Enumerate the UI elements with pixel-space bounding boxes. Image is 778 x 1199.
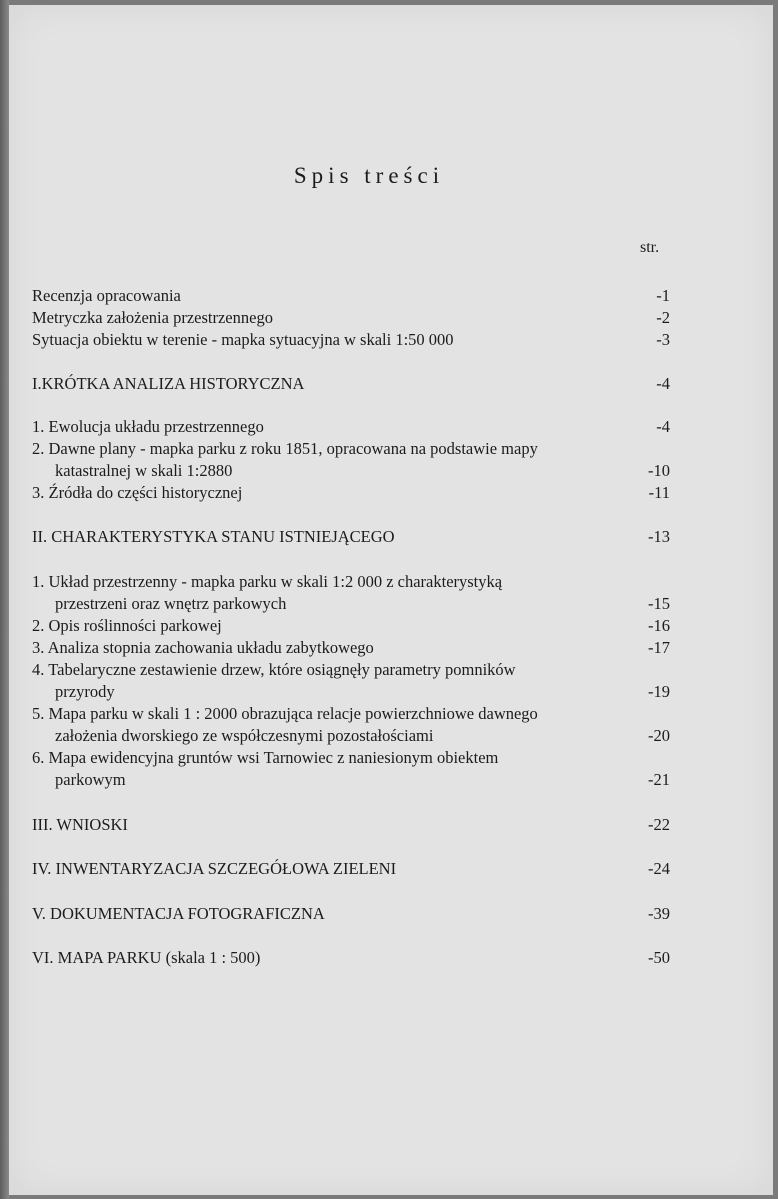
toc-section-heading — [32, 858, 670, 880]
toc-entry — [32, 307, 670, 329]
toc-entry-page: -39 — [648, 904, 670, 923]
toc-entry-page: -22 — [648, 815, 670, 834]
toc-entry — [32, 329, 670, 351]
toc-entry-page: -3 — [656, 330, 670, 349]
toc-section-heading — [32, 947, 670, 969]
toc-entry-text: 4. Tabelaryczne zestawienie drzew, które osiągnęły parametry pomników — [32, 660, 516, 679]
toc-entry-text: Metryczka założenia przestrzennego — [32, 308, 273, 327]
toc-entry-text: 3. Analiza stopnia zachowania układu zabytkowego — [32, 638, 374, 657]
toc-section-heading — [32, 903, 670, 925]
toc-entry-page: -17 — [648, 638, 670, 657]
toc-section-heading — [32, 373, 670, 395]
scan-edge — [0, 0, 9, 1199]
toc-entry-page: -20 — [648, 726, 670, 745]
toc-entry-continuation — [32, 681, 670, 703]
toc-entry-text: VI. MAPA PARKU (skala 1 : 500) — [32, 948, 261, 967]
toc-entry-text: 5. Mapa parku w skali 1 : 2000 obrazująca relacje powierzchniowe dawnego — [32, 704, 538, 723]
toc-entry-text: 6. Mapa ewidencyjna gruntów wsi Tarnowiec z naniesionym obiektem — [32, 748, 499, 767]
toc-entry-page: -11 — [648, 483, 670, 502]
page-column-label: str. — [640, 239, 660, 256]
toc-entry — [32, 416, 670, 438]
toc-entry-text: 3. Źródła do części historycznej — [32, 483, 243, 502]
toc-entry-text: 1. Ewolucja układu przestrzennego — [32, 417, 264, 436]
toc-entry-page: -1 — [656, 286, 670, 305]
toc-entry — [32, 659, 670, 681]
toc-entry — [32, 482, 670, 504]
toc-entry-page: -10 — [648, 461, 670, 480]
toc-entry-text: przyrody — [55, 682, 115, 701]
toc-entry — [32, 703, 670, 725]
toc-entry-page: -16 — [648, 616, 670, 635]
toc-entry-text: V. DOKUMENTACJA FOTOGRAFICZNA — [32, 904, 325, 923]
toc-entry — [32, 615, 670, 637]
toc-entry-text: założenia dworskiego ze współczesnymi pozostałościami — [55, 726, 434, 745]
toc-entry-page: -15 — [648, 594, 670, 613]
toc-entry-text: III. WNIOSKI — [32, 815, 128, 834]
toc-entry-text: II. CHARAKTERYSTYKA STANU ISTNIEJĄCEGO — [32, 527, 395, 546]
toc-entry-text: Recenzja opracowania — [32, 286, 181, 305]
toc-entry-page: -24 — [648, 859, 670, 878]
toc-entry-continuation — [32, 769, 670, 791]
toc-entry-continuation — [32, 460, 670, 482]
toc-entry — [32, 637, 670, 659]
toc-entry-page: -21 — [648, 770, 670, 789]
toc-entry-page: -13 — [648, 527, 670, 546]
toc-entry-continuation — [32, 593, 670, 615]
page-title: Spis treści — [293, 163, 445, 188]
toc-entry-text: katastralnej w skali 1:2880 — [55, 461, 233, 480]
toc-entry-text: 2. Dawne plany - mapka parku z roku 1851, opracowana na podstawie mapy — [32, 439, 538, 458]
toc-entry-text: 1. Układ przestrzenny - mapka parku w skali 1:2 000 z charakterystyką — [32, 572, 503, 591]
document-page — [9, 5, 773, 1195]
toc-entry-text: przestrzeni oraz wnętrz parkowych — [55, 594, 287, 613]
toc-section-heading — [32, 526, 670, 548]
toc-entry-text: 2. Opis roślinności parkowej — [32, 616, 222, 635]
toc-entry-text: Sytuacja obiektu w terenie - mapka sytuacyjna w skali 1:50 000 — [32, 330, 454, 349]
toc-entry — [32, 747, 670, 769]
toc-entry-text: IV. INWENTARYZACJA SZCZEGÓŁOWA ZIELENI — [32, 859, 397, 878]
toc-entry-page: -50 — [648, 948, 670, 967]
toc-entry — [32, 438, 670, 460]
toc-entry-continuation — [32, 725, 670, 747]
toc-entry-page: -2 — [656, 308, 670, 327]
toc-section-heading — [32, 814, 670, 836]
table-of-contents — [9, 5, 773, 1195]
toc-entry — [32, 285, 670, 307]
toc-entry — [32, 571, 670, 593]
toc-entry-text: I.KRÓTKA ANALIZA HISTORYCZNA — [32, 374, 305, 393]
toc-entry-page: -19 — [648, 682, 670, 701]
toc-entry-page: -4 — [656, 417, 670, 436]
toc-entry-page: -4 — [656, 374, 670, 393]
toc-entry-text: parkowym — [55, 770, 126, 789]
